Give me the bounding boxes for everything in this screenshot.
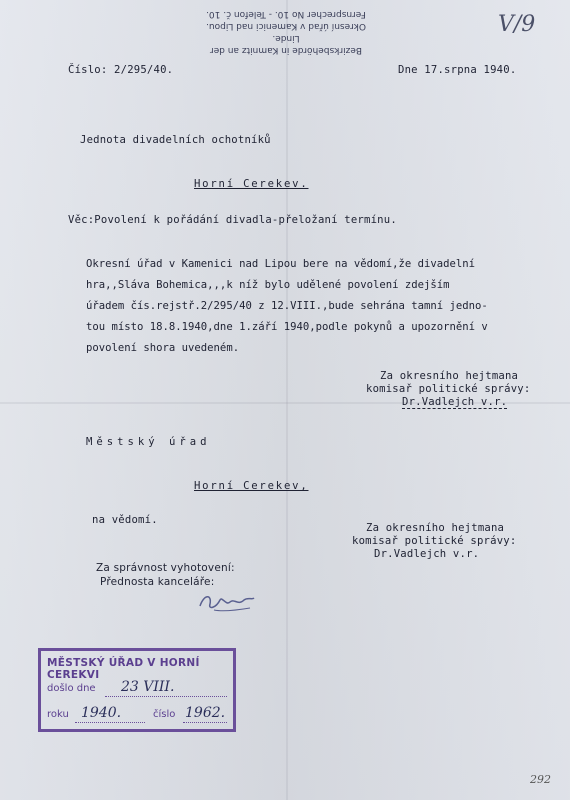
body-line: úřadem čís.rejstř.2/295/40 z 12.VIII.,bude sehrána tamní jedno- <box>86 300 488 312</box>
header-stamp-line: Bezirksbehörde in Kamnitz an der Linde. <box>209 33 363 55</box>
paper-fold-vertical <box>286 0 288 800</box>
received-date-line <box>105 696 227 697</box>
header-stamp-line: Okresní úřad v Kamenici nad Lipou. <box>206 21 366 31</box>
body-line: Okresní úřad v Kamenici nad Lipou bere na vědomí,že divadelní <box>86 258 476 270</box>
body-line: tou místo 18.8.1940,dne 1.září 1940,podle pokynů a upozornění v <box>86 321 488 333</box>
body-line: povolení shora uvedeném. <box>86 342 240 354</box>
year-line <box>75 722 145 723</box>
reference-number: Číslo: 2/295/40. <box>68 64 174 76</box>
number-value: 1962. <box>185 705 226 721</box>
subject-line: Věc:Povolení k pořádání divadla-přeložaní termínu. <box>68 214 397 226</box>
number-line <box>183 722 227 723</box>
signature-block-2-line2: komisař politické správy: <box>352 535 517 547</box>
archive-page-number: 292 <box>530 773 551 786</box>
receipt-stamp-title: MĚSTSKÝ ÚŘAD V HORNÍ CEREKVI <box>47 657 200 681</box>
office-header-stamp <box>196 8 376 56</box>
year-value: 1940. <box>81 705 122 721</box>
signature-block-1-line1: Za okresního hejtmana <box>380 370 519 382</box>
handwritten-reference: V/9 <box>498 12 536 37</box>
body-line: hra,,Sláva Bohemica,,,k níž bylo udělené povolení zdejším <box>86 279 450 291</box>
received-date-label: došlo dne <box>47 683 96 694</box>
handwritten-signature-icon <box>194 588 258 616</box>
received-date-value: 23 VIII. <box>121 679 175 695</box>
signature-block-2-line3: Dr.Vadlejch v.r. <box>374 548 480 560</box>
recipient-place: Horní Cerekev, <box>194 480 309 492</box>
certification-line1: Za správnost vyhotovení: <box>96 562 235 574</box>
addressee-name: Jednota divadelních ochotníků <box>80 134 271 146</box>
document-date: Dne 17.srpna 1940. <box>398 64 517 76</box>
signature-block-2-line1: Za okresního hejtmana <box>366 522 505 534</box>
addressee-place: Horní Cerekev. <box>194 178 309 190</box>
recipient-office: Městský úřad <box>86 436 211 448</box>
number-label: číslo <box>153 709 176 720</box>
header-stamp-line: Fernsprecher No 10. - Telefon č. 10. <box>206 9 366 19</box>
acknowledgement-note: na vědomí. <box>92 514 158 526</box>
year-label: roku <box>47 709 69 720</box>
receipt-stamp <box>38 648 236 732</box>
signature-block-1-line2: komisař politické správy: <box>366 383 531 395</box>
certification-line2: Přednosta kanceláře: <box>100 576 215 588</box>
signature-block-1-line3: Dr.Vadlejch v.r. <box>402 396 508 408</box>
body-paragraph <box>86 254 488 359</box>
